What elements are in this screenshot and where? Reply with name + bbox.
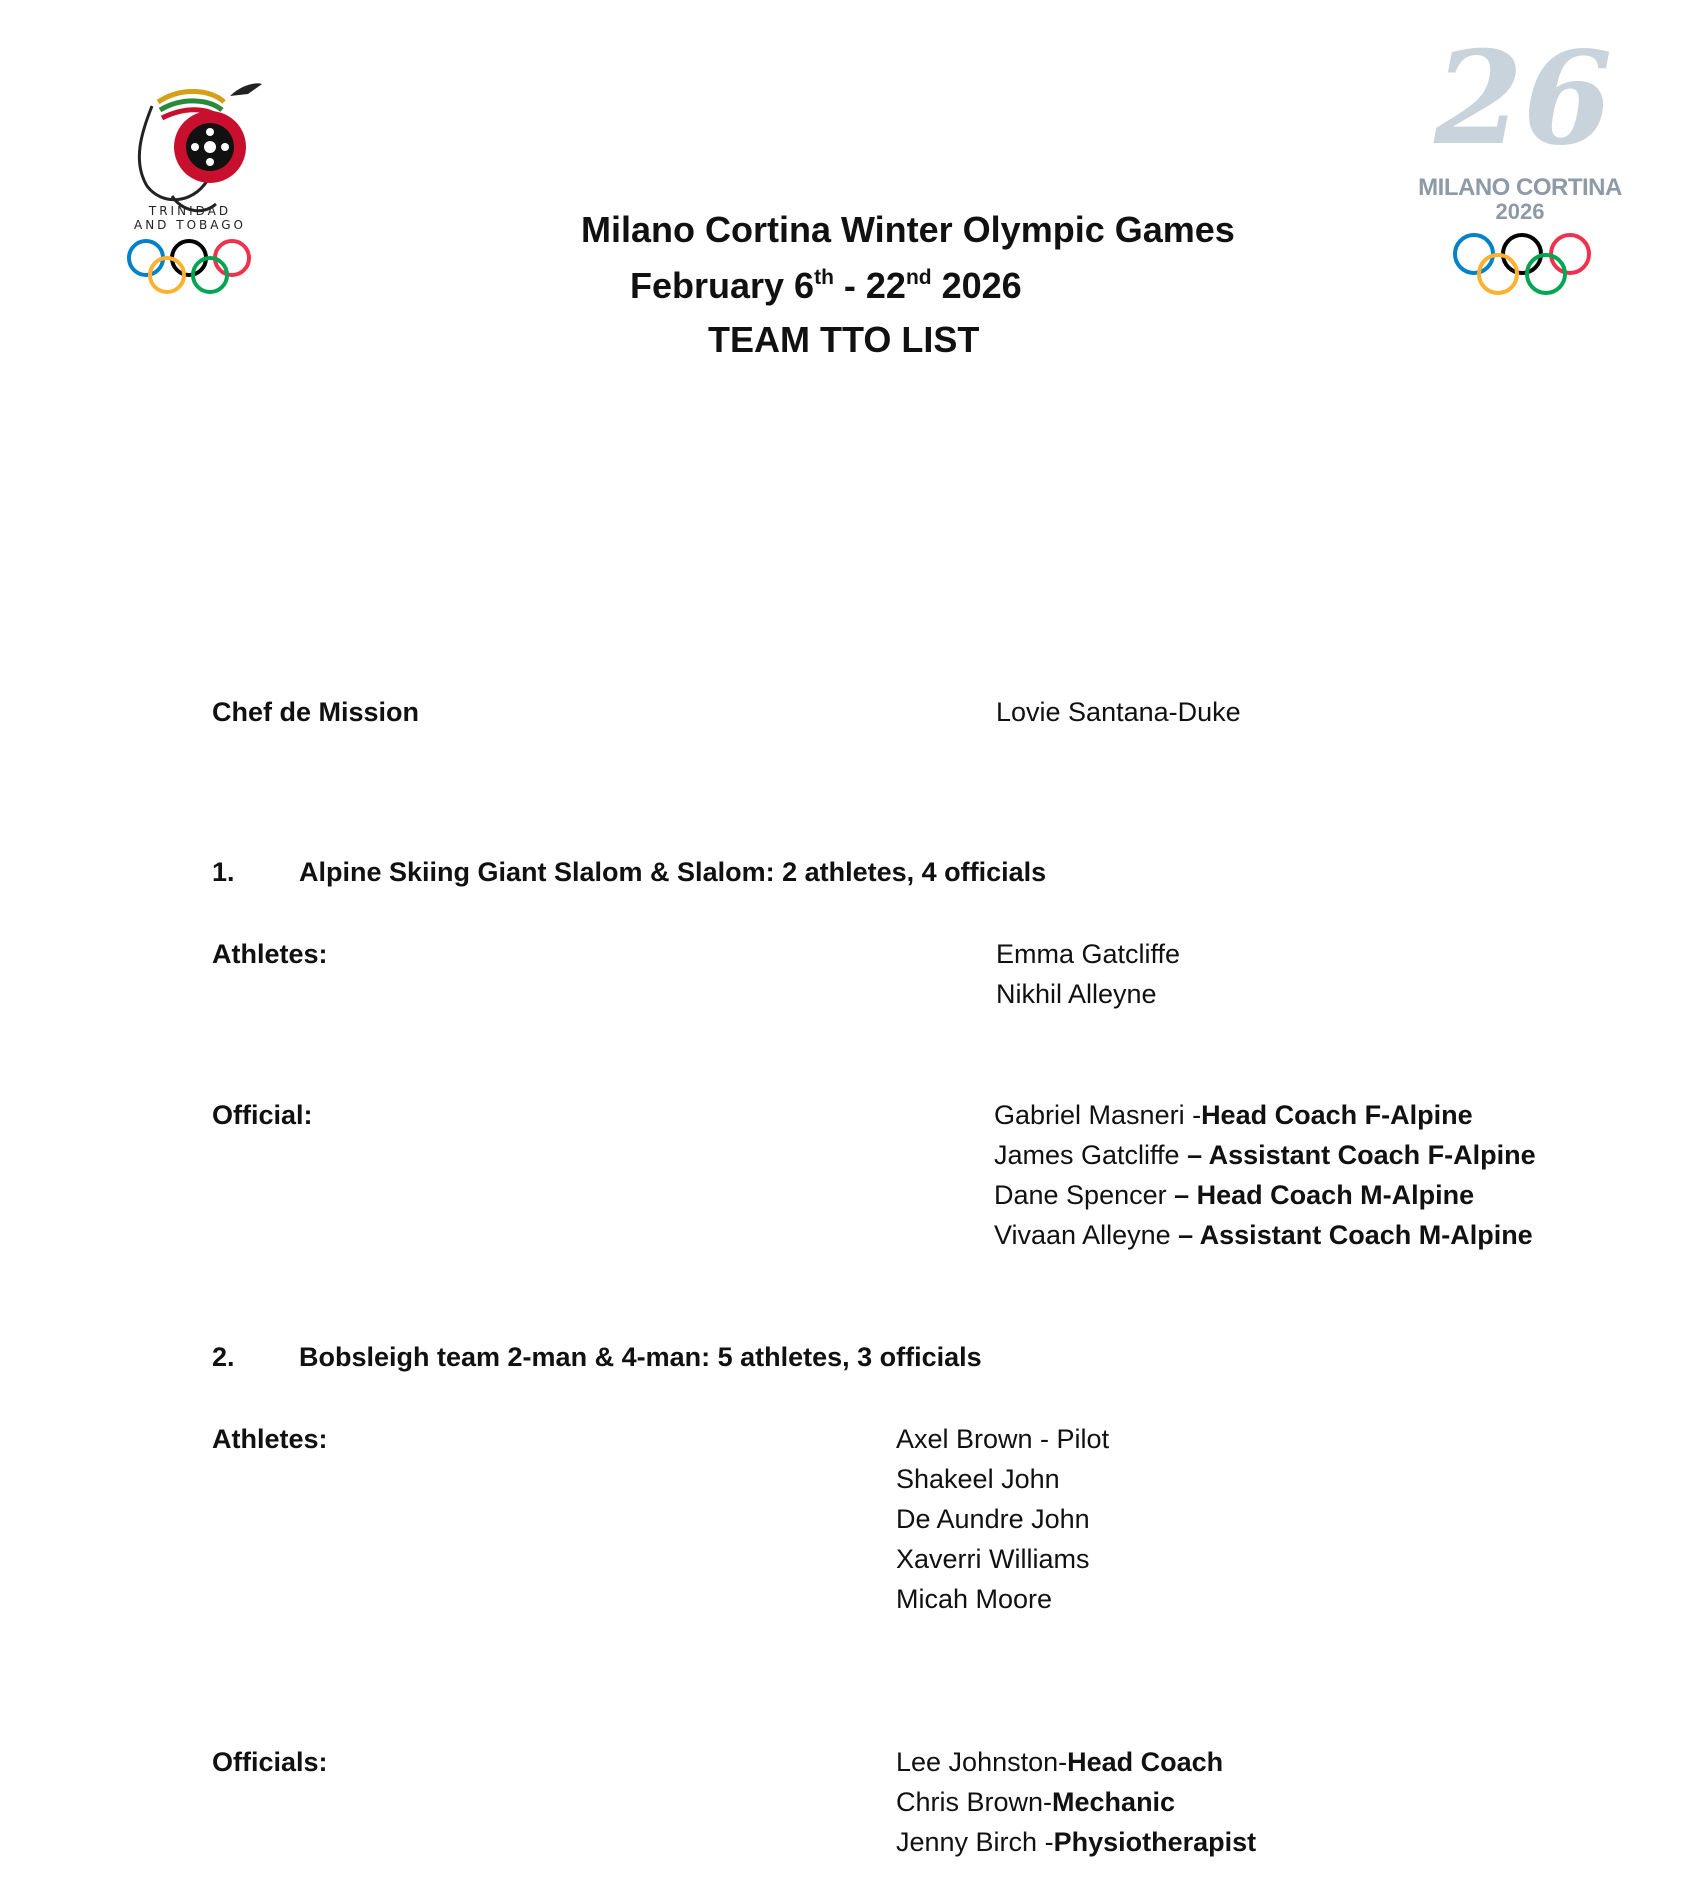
section-1-athletes-label: Athletes: (212, 939, 328, 969)
official-role: Mechanic (1052, 1787, 1176, 1817)
dates-mid: - 22 (833, 265, 906, 306)
list-item (994, 1095, 1536, 1135)
dates-sup-end: nd (905, 266, 932, 289)
official-role: Physiotherapist (1053, 1827, 1257, 1857)
document-subtitle: TEAM TTO LIST (708, 319, 980, 360)
document-title: Milano Cortina Winter Olympic Games (581, 209, 1235, 250)
section-1-heading (212, 852, 1046, 892)
official-name: James Gatcliffe (994, 1140, 1188, 1170)
section-2-athletes-list (896, 1419, 1109, 1619)
section-2-athletes-label: Athletes: (212, 1424, 328, 1454)
section-1-title: Alpine Skiing Giant Slalom & Slalom: 2 athletes, 4 officials (299, 857, 1047, 887)
list-item (994, 1175, 1536, 1215)
milano-cortina-mark: 26 (1434, 24, 1613, 174)
olympic-rings-icon (126, 238, 252, 296)
section-2-number: 2. (212, 1342, 235, 1372)
list-item (994, 1215, 1536, 1255)
tto-olympic-logo (112, 76, 268, 300)
list-item: Shakeel John (896, 1464, 1060, 1494)
milano-cortina-year: 2026 (1495, 199, 1545, 224)
section-2-officials-list (896, 1742, 1256, 1862)
dates-prefix: February 6 (630, 265, 815, 306)
section-1-athletes-list (996, 934, 1180, 1014)
chef-name: Lovie Santana-Duke (996, 697, 1241, 727)
official-role: – Head Coach M-Alpine (1174, 1180, 1475, 1210)
official-role: – Assistant Coach M-Alpine (1178, 1220, 1533, 1250)
list-item: De Aundre John (896, 1504, 1090, 1534)
official-role: Head Coach F-Alpine (1201, 1100, 1473, 1130)
official-name: Chris Brown- (896, 1787, 1053, 1817)
official-role: – Assistant Coach F-Alpine (1187, 1140, 1536, 1170)
olympic-rings-icon (1452, 232, 1592, 300)
list-item: Nikhil Alleyne (996, 979, 1157, 1009)
list-item (896, 1782, 1256, 1822)
list-item: Emma Gatcliffe (996, 939, 1181, 969)
official-name: Lee Johnston- (896, 1747, 1068, 1777)
section-1-officials-list (994, 1095, 1536, 1255)
section-2-title: Bobsleigh team 2-man & 4-man: 5 athletes, 3 officials (299, 1342, 982, 1372)
section-1-officials-label: Official: (212, 1100, 313, 1130)
official-name: Dane Spencer (994, 1180, 1175, 1210)
dates-suffix: 2026 (931, 265, 1022, 306)
list-item (896, 1822, 1256, 1862)
list-item (994, 1135, 1536, 1175)
official-name: Vivaan Alleyne (994, 1220, 1179, 1250)
milano-cortina-name: MILANO CORTINA (1418, 174, 1622, 201)
chef-label: Chef de Mission (212, 697, 420, 727)
dates-sup-start: th (814, 266, 834, 289)
section-2-heading (212, 1337, 982, 1377)
event-dates (630, 262, 1022, 310)
official-role: Head Coach (1067, 1747, 1224, 1777)
tto-logo-line2: AND TOBAGO (134, 218, 246, 232)
tto-logo-line1: TRINIDAD (148, 204, 232, 218)
section-1-number: 1. (212, 857, 235, 887)
official-name: Jenny Birch - (896, 1827, 1054, 1857)
milano-cortina-logo (1404, 24, 1636, 308)
section-2-officials-label: Officials: (212, 1747, 328, 1777)
list-item: Xaverri Williams (896, 1544, 1090, 1574)
official-name: Gabriel Masneri - (994, 1100, 1202, 1130)
list-item (896, 1742, 1256, 1782)
list-item: Axel Brown - Pilot (896, 1424, 1110, 1454)
list-item: Micah Moore (896, 1584, 1053, 1614)
